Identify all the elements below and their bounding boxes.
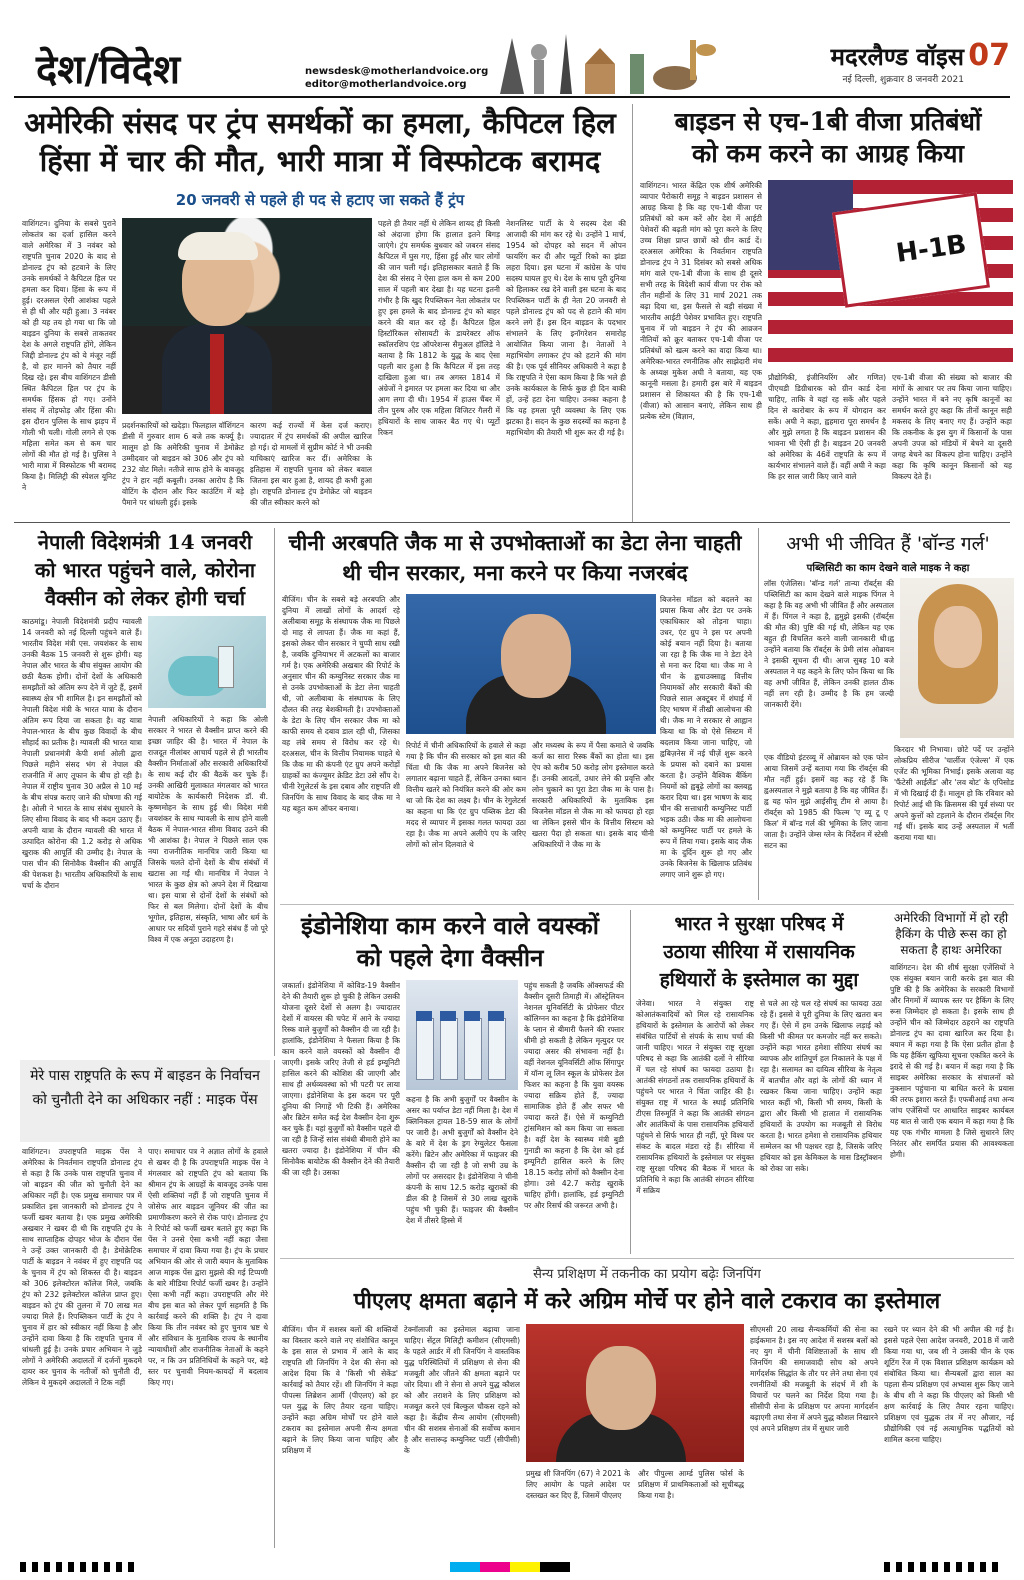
divider xyxy=(630,910,631,1254)
divider xyxy=(632,104,633,522)
vaccine-vials-photo xyxy=(406,980,518,1090)
story6-col2: कहना है कि अभी बुजुर्गों पर वैक्सीन के असर का पर्याप्त डेटा नहीं मिला है। देश में क्लिनिकल ट्रायल 18-59 साल के लोगों पर जारी है। अभी बुजुर्गों को वैक्सीन देने के बारे में देश के ड्रग रेग्युलेटर फैसला करेंगे। ब्रिटेन और अमेरिका में फाइजर की वैक्सीन दी जा रही है जो सभी उम्र के लोगों पर असरदार है। इंडोनेशिया ने चीनी कंपनी के साथ 12.5 करोड़ खुराकों की डील की है जिसमें से 30 लाख खुराकें पहुंच भी चुकी हैं। फाइजर की वैक्सीन देश में तीसरे हिस्से में xyxy=(406,1095,518,1225)
story1-col1: वाशिंगटन। दुनिया के सबसे पुराने लोकतंत्र का दर्जा हासिल करने वाले अमेरिका में 3 नवंबर को राष्ट्रपति चुनाव 2020 के बाद से डोनाल्ड ट्रंप को हटवाने के लिए उनके समर्थकों ने कैपिटल हिल पर हमला कर दिया। हिंसा के रूप में हुई। दरअसल ऐसी आशंका पहले से ही थी और यही हुआ। 3 नवंबर को ही यह तय हो गया था कि जो बाइडन दुनिया के सबसे ताकतवर देश के अगले राष्ट्रपति होंगे, लेकिन जिद्दी डोनाल्ड ट्रंप को ये मंजूर नहीं है, वो हार मानने को तैयार नहीं दिख रहे। इस बीच वाशिंगटन डीसी स्थित कैपिटल हिल पर ट्रंप के समर्थक हिंसक हो गए। उनोंने संसद में तोड़फोड़ और हिंसा की। इस दौरान पुलिस के साथ झड़प में गोली भी चली। गोली लगने से एक महिला समेत कम से कम चार लोगों की मौत हो गई है। पुलिस ने भारी मात्रा में विस्फोटक भी बरामद किया है। मिलिट्री की स्पेशल यूनिट ने xyxy=(22,219,116,492)
story6-headline xyxy=(280,910,620,974)
story10-col1: बीजिंग। चीन में सशस्त्र बलों की शक्तियों का विस्तार करने वाले नए संशोधित कानून के इस साल से प्रभाव में आने के बाद राष्ट्रपति शी जिनपिंग ने देश की सेना को आदेश दिया कि वे 'किसी भी सेकेंड' कार्रवाई को तैयार रहें। शी जिनपिंग ने कहा पीपल्स लिब्रेशन आर्मी (पीएलए) को हर पल युद्ध के लिए तैयार रहना चाहिए। उन्होंने कहा अग्रिम मोर्चों पर होने वाले टकराव का इस्तेमाल अपनी सैन्य क्षमता बढ़ाने के लिए किया जाना चाहिए और प्रशिक्षण में xyxy=(282,1325,398,1455)
vaccine-photo xyxy=(148,616,266,708)
story1-headline xyxy=(20,104,620,180)
dateline: नई दिल्ली, शुक्रवार 8 जनवरी 2021 xyxy=(842,75,964,85)
story10-col2: टेक्नॉलाजी का इस्तेमाल बढ़ाया जाना चाहिए। सेंट्रल मिलिट्री कमीशन (सीएमसी) के पहले आर्डर में शी जिनपिंग ने वास्तविक युद्ध परिस्थितियों में प्रशिक्षण से सेना की मजबूती और जीतने की क्षमता बढ़ाने पर जोर दिया। शी ने सेना से अपने युद्ध कौशल को और तराशने के लिए प्रशिक्षण को मजबूत करने एवं बिल्कुल चौकस रहने को कहा है। केंद्रीय सैन्य आयोग (सीएमसी) चीन की सशस्त्र सेनाओं की सर्वोच्च कमान है और सत्तारूढ़ कम्युनिस्ट पार्टी (सीपीसी) के xyxy=(404,1325,520,1455)
story5-col2: एक वीडियो इंटरव्यू में ओब्रायन को एक फोन आया जिसमें उन्हें बताया गया कि रॉबर्ट्स की मौत नहीं हुई। इसमें वह कह रहे हैं कि ह्वअस्पताल ने मुझे बताया है कि वह जीवित हैं।ह्व यह फोन मुझे आईसीयू टीम से आया है। रॉबर्ट्स को 1985 की फिल्म 'ए व्यू टू ए किल' में बॉन्ड गर्ल की भूमिका के लिए जाना जाता है। उन्होंने जेम्स ग्लेन के निर्देशन में स्टेसी सटन का xyxy=(764,753,888,850)
story4-headline-line2: थी चीन सरकार, मना करने पर किया नजरबंद xyxy=(342,560,688,585)
story3-col1: काठमांडू। नेपाली विदेशमंत्री प्रदीप ग्यावली 14 जनवरी को नई दिल्ली पहुंचने वाले हैं। भारतीय विदेश मंत्री एस. जयशंकर के साथ उनकी बैठक 15 जनवरी से शुरू होगी। यह नेपाल और भारत के बीच संयुक्त आयोग की छठी बैठक होगी। दोनों देशों के अधिकारी समझौतों को अंतिम रूप देने में जुटे हैं, इसमें स्वास्थ्य क्षेत्र भी शामिल है। इन समझौतों को नेपाली विदेश मंत्री के भारत यात्रा के दौरान अंतिम रूप दिया जा सकता है। वह यात्रा नेपाल-भारत के बीच कुछ विवादों के बीच सौहार्द का प्रतीक है। ग्यावली की भारत यात्रा नेपाली प्रधानमंत्री केपी शर्मा ओली द्वारा पिछले महीने संसद भंग से नेपाल की राजनीति में आए तूफान के बीच हो रही है। नेपाल में राष्ट्रीय चुनाव 30 अप्रैल से 10 मई के बीच संपन्न कराए जाने की घोषणा की गई है। ओली ने भारत के साथ संबंध सुधारने के लिए सीमा विवाद के बाद भी कदम उठाए हैं। अपनी यात्रा के दौरान ग्यावली की भारत में उत्पादित कोरोना की 1.2 करोड़ से अधिक खुराक की आपूर्ति की उम्मीद है। नेपाल के पास चीन की सिनोवैक वैक्सीन की आपूर्ति की पेशकश है। भारतीय अधिकारियों के साथ चर्चा के दौरान xyxy=(22,617,142,890)
divider xyxy=(758,528,759,900)
story5-subhead: पब्लिसिटी का काम देखने वाले माइक ने कहा xyxy=(806,563,970,574)
story5-col3: किरदार भी निभाया। छोटे पर्दे पर उन्होंने लोकप्रिय सीरीज 'चार्लीज एंजेल्स' में एक एजेंट की भूमिका निभाई। इसके अलावा वह 'फैंटेसी आईलैंड' और 'लव बोट' के एपिसोड में भी दिखाई दी हैं। मालूम हो कि रविवार को रिपोर्ट आई थी कि क्रिसमस की पूर्व संध्या पर अपने कुत्तों को टहलाने के दौरान रॉबर्ट्स गिर गईं थीं। इसके बाद उन्हें अस्पताल में भर्ती कराया गया था। xyxy=(894,745,1014,842)
story5-headline: अभी भी जीवित हैं 'बॉन्ड गर्ल' xyxy=(786,533,990,555)
story3-headline-line3: वैक्सीन को लेकर होगी चर्चा xyxy=(44,586,245,610)
story2-headline xyxy=(638,106,1018,170)
h1b-visa-photo xyxy=(768,180,1013,366)
story9-col1: वाशिंगटन। उपराष्ट्रपति माइक पेंस ने अमेरिका के निवर्तमान राष्ट्रपति डोनाल्ड ट्रंप से कहा है कि उनके पास राष्ट्रपति चुनाव में जो बाइडन की जीत को चुनौती देने का अधिकार नहीं है। एक प्रमुख समाचार पत्र में प्रकाशित इस जानकारी को डोनाल्ड ट्रंप ने फर्जी खबर बताया है। एक प्रमुख अमेरिकी अखबार ने खबर दी थी कि राष्ट्रपति ट्रंप के साथ साप्ताहिक दोपहर भोज के दौरान पेंस ने उन्हें उक्त जानकारी दी है। डेमोक्रेटिक पार्टी के बाइडन ने नवंबर में हुए राष्ट्रपति पद के चुनाव में ट्रंप को शिकस्त दी है। बाइडन को 306 इलेक्टोरल कॉलेज मिले, जबकि ट्रंप को 232 इलेक्टोरल कॉलेज प्राप्त हुए। बाइडन को ट्रंप की तुलना में 70 लाख मत ज्यादा मिले हैं। रिपब्लिकन पार्टी के ट्रंप ने चुनाव में हार को स्वीकार नहीं किया है और उन्होंने दावा किया है कि राष्ट्रपति चुनाव में धांधली हुई है। उनके प्रचार अभियान ने जुड़े लोगों ने अमेरिकी अदालतों में दर्जनों मुकदमे दायर कर चुनाव के नतीजों को चुनौती दी, लेकिन ये मुकदमे अदालतों ने टिक नहीं xyxy=(22,1147,142,1387)
registration-bar xyxy=(884,1562,1004,1572)
rule xyxy=(14,522,1010,523)
story1-headline-line1: अमेरिकी संसद पर ट्रंप समर्थकों का हमला, कैपिटल हिल xyxy=(24,106,616,140)
story1-col5: नेशनलिस्ट पार्टी के ये सदस्य देश की आजादी की मांग कर रहे थे। उन्होंने 1 मार्च, 1954 को दोपहर को सदन में ओपन फायरिंग कर दी और प्यूर्टो रिको का झंडा लहरा दिया। इस घटना में कांग्रेस के पांच सदस्य घायल हुए थे। देश के साथ पूरी दुनिया को हिलाकर रख देने वाली इस घटना के बाद रिपब्लिकन पार्टी के ही नेता 20 जनवरी से पहले डोनाल्ड ट्रंप को पद से हटाने की मांग करने लगे हैं। इस दिन बाइडन के पदभार संभालने के लिए इनॉगरेशन समारोह आयोजित किया जाना है। नेताओं ने महाभियोग लगाकर ट्रंप को हटाने की मांग की है। एक पूर्व सीनियर अधिकारी ने कहा है कि राष्ट्रपति ने ऐसा काम किया है कि भले ही उनके कार्यकाल के सिर्फ कुछ ही दिन बाकी हों, उन्हें हटा देना चाहिए। उनका कहना है कि यह हमला पूरी व्यवस्था के लिए एक झटका है। सदन के कुछ सदस्यों का कहना है महाभियोग की तैयारी भी शुरू कर दी गई है। xyxy=(506,219,626,437)
story7-headline-line2: उठाया सीरिया में रासायनिक xyxy=(663,941,855,963)
story9-headline: मेरे पास राष्ट्रपति के रूप में बाइडन के निर्वाचन को चुनौती देने का अधिकार नहीं : माइक पेंस xyxy=(30,1068,260,1108)
story7-headline-line3: हथियारों के इस्तेमाल का मुद्दा xyxy=(659,969,859,991)
section-title: देश/विदेश xyxy=(36,46,181,93)
divider xyxy=(274,1060,275,1548)
story4-col2: रिपोर्ट में चीनी अधिकारियों के हवाले से कहा गया है कि चीन की सरकार को इस बात की चिंता थी कि जैक मा अपने बिजनेस को लगातार बढ़ाना चाहते हैं, लेकिन उनका ध्यान वित्तीय खतरे को नियंत्रित करने की ओर कम था जो कि देश का लक्ष्य है। चीन के रेगुलेटर्स का कहना था कि एंट ग्रुप पब्लिक डेटा की मदद से व्यापार में इसका गलत फायदा उठा रहा है। जैक मा अपने अलीपे एप के जरिए लोगों को लोन दिलवाते थे xyxy=(406,741,526,849)
story3-headline xyxy=(20,528,270,612)
story1-col4: पहले ही तैयार नहीं थे लेकिन शायद ही किसी को अंदाजा होगा कि हालात इतने बिगड़ जाएंगे। ट्रंप समर्थक बुधवार को जबरन संसद कैपिटल में घुस गए, हिंसा हुई और चार लोगों की जान चली गई। इतिहासकार बताते हैं कि देश की संसद ने ऐसा हाल कम से कम 200 साल में पहली बार देखा है। यह घटना इतनी गंभीर है कि खुद रिपब्लिकन नेता लोकतंत्र पर हुए इस हमले के बाद डोनाल्ड ट्रंप को बाहर करने की बात कर रहे हैं। कैपिटल हिल हिस्टॉरिकल सोसायटी के डायरेक्टर ऑफ स्कॉलरशिप एंड ऑपरेशन्स सैमुअल हॉलिडे ने बताया है कि 1812 के युद्ध के बाद ऐसा पहली बार हुआ है कि कैपिटल में इस तरह दाखिला हुआ था। तब अगस्त 1814 में अंग्रेजों ने इमारत पर हमला कर दिया था और आग लगा दी थी। 1954 में हाउस चैंबर में तीन पुरुष और एक महिला विजिटर गैलरी में हथियारों के साथ जाकर बैठ गए थे। प्यूर्टो रिकन xyxy=(378,219,500,437)
story3-col2: नेपाली अधिकारियों ने कहा कि ओली सरकार ने भारत से वैक्सीन प्राप्त करने की इच्छा जाहिर की है। भारत में नेपाल के राजदूत नीलांबर आचार्य पहले से ही भारतीय वैक्सीन निर्माताओं और सरकारी अधिकारियों के साथ कई दौर की बैठकें कर चुके हैं। उनकी आखिरी मुलाकात मंगलवार को भारत बायोटेक के कार्यकारी निदेशक डॉ. वी. कृष्णमोहन के साथ हुई थी। विदेश मंत्री जयशंकर के साथ ग्यावली के साथ होने वाली बैठक में नेपाल-भारत सीमा विवाद उठने की भी आशंका है। नेपाल ने पिछले साल एक नया राजनीतिक मानचित्र जारी किया था जिसके चलते दोनों देशों के बीच संबंधों में खटास आ गई थी। मानचित्र में नेपाल ने भारत के कुछ क्षेत्र को अपने देश में दिखाया था। इस यात्रा से दोनों देशों के संबंधों को फिर से बल मिलेगा। दोनों देशों के बीच भूगोल, इतिहास, संस्कृति, भाषा और धर्म के आधार पर सदियों पुराने गहरे संबंध हैं जो पूरे विश्व में एक अनूठा उदाहरण है। xyxy=(148,715,268,944)
story3-headline-line2: को भारत पहुंचने वाले, कोरोना xyxy=(35,558,255,582)
story8-headline xyxy=(888,910,1014,958)
page-number: 07 xyxy=(968,38,1010,73)
editor-email[interactable]: editor@motherlandvoice.org xyxy=(305,79,467,90)
color-bar xyxy=(450,1562,570,1572)
trump-photo xyxy=(122,218,372,414)
story7-col1: जेनेवा। भारत ने संयुक्त राष्ट्र कोआतंकवादियों को मिल रहे रासायनिक हथियारों के इस्तेमाल के आरोपों को लेकर संबंधित पार्टियों से संपर्क के साथ चर्चा की जानी चाहिए। भारत ने संयुक्त राष्ट्र सुरक्षा परिषद से कहा कि आतंकी दलों ने सीरिया में चल रहे संघर्ष का फायदा उठाया है। आतंकी संगठनों तक रासायनिक हथियारों के पहुंचने पर भारत ने चिंता जाहिर की है। संयुक्त राष्ट्र में भारत के स्थाई प्रतिनिधि टीएस तिरुमूर्ति ने कहा कि आतंकी संगठन और आतंकियों के पास रासायनिक हथियारों पहुंचने से सिर्फ भारत ही नहीं, पूरे विश्व पर संकट के बादल मंडरा रहे हैं। सीरिया में रासायनिक हथियारों के इस्तेमाल पर संयुक्त राष्ट्र सुरक्षा परिषद की बैठक में भारत के प्रतिनिधि ने कहा कि आतंकी संगठन सीरिया में सक्रिय xyxy=(636,999,754,1195)
story2-col1: वाशिंगटन। भारत केंद्रित एक शीर्ष अमेरिकी व्यापार पैरोकारी समूह ने बाइडन प्रशासन से आग्रह किया है कि वह एच-1बी वीजा पर प्रतिबंधों को कम करें और देश में आईटी पेशेवरों की बढ़ती मांग को पूरा करने के लिए उच्च शिक्षा प्राप्त छात्रों को ग्रीन कार्ड दें। दरअसल अमेरिका के निवर्तमान राष्ट्रपति डोनाल्ड ट्रंप ने 31 दिसंबर को सबसे अधिक मांग वाले एच-1बी वीजा के साथ ही दूसरे सभी तरह के विदेशी कार्य वीजा पर रोक को तीन महीनों के लिए 31 मार्च 2021 तक बढ़ा दिया था, इस फैसले से बड़ी संख्या में भारतीय आईटी पेशेवर प्रभावित हुए। राष्ट्रपति चुनाव में जो बाइडन ने ट्रंप की आव्रजन नीतियों को क्रूर बताकर एच-1बी वीजा पर प्रतिबंधों को खत्म करने का वादा किया था। अमेरिका-भारत रणनीतिक और साझेदारी मंच के अध्यक्ष मुकेश अघी ने बताया, यह एक कानूनी मसला है। हमारी इस बारे में बाइडन प्रशासन से शिकायत की है कि एच-1बी (वीजा) को आसान बनाएं, लेकिन साथ ही प्रत्येक स्टेम (विज्ञान, xyxy=(640,181,762,421)
story1-subhead: 20 जनवरी से पहले ही पद से हटाए जा सकते हैं ट्रंप xyxy=(175,191,465,209)
story6-headline-line2: को पहले देगा वैक्सीन xyxy=(356,943,544,972)
newsdesk-email[interactable]: newsdesk@motherlandvoice.org xyxy=(305,66,489,77)
story1-col2: प्रदर्शनकारियों को खदेड़ा। फिलहाल वॉशिंगटन डीसी में गुरुवार शाम 6 बजे तक कर्फ्यू है। मालूम हो कि अमेरिकी चुनाव में डेमोक्रेट उम्मीदवार जो बाइडन को 306 और ट्रंप को 232 वोट मिले। नतीजे साफ होने के बावजूद ट्रंप ने हार नहीं कबूली। उनका आरोप है कि वोटिंग के दौरान और फिर काउंटिंग में बड़े पैमाने पर धांधली हुई। इसके xyxy=(122,421,244,507)
story4-col1: बीजिंग। चीन के सबसे बड़े अरबपति और दुनिया में लाखों लोगों के आदर्श रहे अलीबाबा समूह के संस्थापक जैक मा पिछले दो माह से लापता हैं। जैक मा कहां हैं, इसको लेकर चीन सरकार ने चुप्पी साध रखी है, जबकि दुनियाभर में अटकलों का बाजार गर्म है। एक अमेरिकी अखबार की रिपोर्ट के अनुसार चीन की कम्युनिस्ट सरकार जैक मा से उनके उपभोक्ताओं के डेटा लेना चाहती थी, जो अलीबाबा के संस्थापक के लिए दौलत की तरह बेशकीमती है। उपभोक्ताओं के डेटा के लिए चीन सरकार जैक मा को काफी समय से दबाव डाल रही थी, जिसका वह लंबे समय से विरोध कर रहे थे। दरअसल, चीन के वित्तीय नियामक चाहते थे कि जैक मा की कंपनी एंट ग्रुप अपने करोड़ों ग्राहकों का कंज्यूमर क्रेडिट डेटा उसे सौंप दे। चीनी रेगुलेटर्स के इस दबाव और राष्ट्रपति शी जिनपिंग के साथ विवाद के बाद जैक मा ने यह बहुत कम ऑफर बनाया। xyxy=(282,595,400,813)
story4-headline-line1: चीनी अरबपति जैक मा से उपभोक्ताओं का डेटा लेना चाहती xyxy=(288,530,742,555)
story6-col1: जकार्ता। इंडोनेशिया में कोविड-19 वैक्सीन देने की तैयारी शुरू हो चुकी है लेकिन उसकी योजना दूसरे देशों से अलग है। ज्यादातर देशों में वायरस की चपेट में आने के ज्यादा रिस्क वाले बुजुर्गों को वैक्सीन दी जा रही है। हालांकि, इंडोनेशिया ने फैसला किया है कि काम करने वाले वयस्कों को वैक्सीन दी जाएगी। इसके जरिए तेजी से हर्ड इम्यूनिटी हासिल करने की कोशिश की जाएगी और साथ ही अर्थव्यवस्था को भी पटरी पर लाया जाएगा। इंडोनेशिया के इस कदम पर पूरी दुनिया की निगाहें भी टिकी हैं। अमेरिका और ब्रिटेन समेत कई देश वैक्सीन देना शुरू कर चुके हैं। यहां बुजुर्गों को वैक्सीन पहले दी जा रही है जिन्हें सांस संबंधी बीमारी होने का खतरा ज्यादा है। इंडोनेशिया में चीन की सिनोवैक बायोटेक की वैक्सीन देने की तैयारी की जा रही है। उसका xyxy=(282,981,400,1177)
story5-col1: लॉस एंजेलिस। 'बॉन्ड गर्ल' तान्या रॉबर्ट्स की पब्लिसिटी का काम देखने वाले माइक पिंगल ने कहा है कि वह अभी भी जीवित हैं और अस्पताल में हैं। पिंगल ने कहा है, ह्वमुझे इसकी (रॉबर्ट्स की मौत की) पुष्टि की गई थी, लेकिन यह एक बहुत ही विचलित करने वाली जानकारी थी।ह्व उन्होंने बताया कि रॉबर्ट्स के प्रेमी लांस ओब्रायन ने इसकी सूचना दी थी। आज सुबह 10 बजे अस्पताल ने यह कहने के लिए फोन किया था कि वह अभी जीवित हैं, लेकिन उनकी हालत ठीक नहीं लग रही है। उम्मीद है कि हम जल्दी जानकारी देंगे। xyxy=(764,579,894,709)
story6-headline-line1: इंडोनेशिया काम करने वाले वयस्कों xyxy=(301,911,599,940)
story10-col3: प्रमुख शी जिनपिंग (67) ने 2021 के लिए आयोग के पहले आदेश पर दस्तखत कर दिए हैं, जिसमें पीएलए xyxy=(526,1469,630,1500)
story4-col3: और मध्यस्थ के रूप में पैसा कमाते थे जबकि कर्ज का सारा रिस्क बैंकों का होता था। इस ऐप को करीब 50 करोड़ लोग इस्तेमाल करते हैं। उनकी आदतों, उधार लेने की प्रवृत्ति और लोन चुकाने का पूरा डेटा जैक मा के पास है। सरकारी अधिकारियों के मुताबिक इस बिजनेस मॉडल से जैक मा को फायदा हो रहा था लेकिन इससे चीन के वित्तीय सिस्टम को खतरा पैदा हो सकता था। इसके बाद चीनी अधिकारियों ने जैक मा के xyxy=(532,741,654,849)
story2-col2: प्रौद्योगिकी, इंजीनियरिंग और गणित) पीएचडी डिग्रीधारक को ग्रीन कार्ड देना चाहिए, ताकि वे यहां रह सकें और पहले दिन से कारोबार के रूप में योगदान कर सकें। अघी ने कहा, ह्वहमारा पूरा समर्थन है और मुझे लगता है कि बाइडन प्रशासन की भावना भी ऐसी ही है। बाइडन 20 जनवरी को अमेरिका के 46वें राष्ट्रपति के रूप में कार्यभार संभालने वाले हैं। वहीं अघी ने कहा कि हर साल जारी किए जाने वाले xyxy=(768,373,886,481)
story10-kicker: सैन्य प्रशिक्षण में तकनीक का प्रयोग बढ़ेः जिनपिंग xyxy=(533,1267,761,1282)
story4-col4: बिजनेस मॉडल को बदलने का प्रयास किया और डेटा पर उनके एकाधिकार को तोड़ना चाहा। उधर, एंट ग्रुप ने इस पर अपनी कोई बयान नहीं दिया है। बताया जा रहा है कि जैक मा ने डेटा देने से मना कर दिया था। जैक मा ने चीन के ह्वचाउक्साह्व वित्तीय नियामकों और सरकारी बैंकों की पिछले साल अक्टूबर में शंघाई में दिए भाषण में तीखी आलोचना की थी। जैक मा ने सरकार से आह्वान किया था कि वो ऐसे सिस्टम में बदलाव किया जाना चाहिए, जो ह्वबिज़नेस में नई चीज़ें शुरू करने के प्रयास को दबाने का प्रयास करता है। उन्होंने वैश्विक बैंकिंग नियमों को ह्वबूढ़े लोगों का क्लबह्व करार दिया था। इस भाषण के बाद चीन की सत्ताधारी कम्युनिस्ट पार्टी भड़क उठी। जैक मा की आलोचना को कम्युनिस्ट पार्टी पर हमले के रूप में लिया गया। इसके बाद जैक मा के दुर्दिन शुरू हो गए और उनके बिजनेस के खिलाफ प्रतिबंध लगाए जाने शुरू हो गए। xyxy=(660,595,752,879)
story9-col2: पाए। समाचार पत्र ने अज्ञात लोगों के हवाले से खबर दी है कि उपराष्ट्रपति माइक पेंस ने मंगलवार को राष्ट्रपति ट्रंप को बताया कि श्रीमान ट्रंप के आग्रहों के बावजूद उनके पास ऐसी शक्तियां नहीं हैं जो राष्ट्रपति चुनाव में जोसेफ आर बाइडन जूनियर की जीत का प्रमाणीकरण करने से रोक पाएं। डोनाल्ड ट्रंप ने रिपोर्ट को फर्जी खबर बताते हुए कहा कि पेंस ने उनसे ऐसा कभी नहीं कहा जैसा समाचार में दावा किया गया है। ट्रंप के प्रचार अभियान की ओर से जारी बयान के मुताबिक आज माइक पेंस द्वारा मुझसे की गई टिप्पणी के बारे मीडिया रिपोर्ट फर्जी खबर है। उन्होंने ऐसा कभी नहीं कहा। उपराष्ट्रपति और मेरे बीच इस बात को लेकर पूर्ण सहमति है कि कार्रवाई करने की शक्ति है। ट्रंप ने दावा किया कि तीन नवंबर को हुए चुनाव भ्रष्ट थे और संविधान के मुताबिक राज्य के स्थानीय न्यायाधीशों और राजनीतिक नेताओं के कहने पर, न कि उन प्रतिनिधियों के कहने पर, बड़े स्तर पर चुनावी नियम-कायदों में बदलाव किए गए। xyxy=(148,1147,268,1387)
h1b-card-label: H-1B xyxy=(894,229,969,269)
story1-col3: कारण कई राज्यों में केस दर्ज कराए। ज्यादातर में ट्रंप समर्थकों की अपील खारिज हो गई। दो मामलों में सुप्रीम कोर्ट ने भी उनकी याचिकाएं खारिज कर दीं। अमेरिका के इतिहास में राष्ट्रपति चुनाव को लेकर बवाल जितना इस बार हुआ है, शायद ही कभी हुआ हो। राष्ट्रपति डोनाल्ड ट्रंप डेमोक्रेट जो बाइडन की जीत स्वीकार करने को xyxy=(250,421,372,507)
story1-headline-line2: हिंसा में चार की मौत, भारी मात्रा में विस्फोटक बरामद xyxy=(39,144,601,178)
contact-emails xyxy=(305,65,488,91)
story7-headline-line1: भारत ने सुरक्षा परिषद में xyxy=(674,913,844,935)
xi-jinping-photo xyxy=(526,1324,744,1462)
story7-headline xyxy=(634,910,884,994)
story2-headline-line1: बाइडन से एच-1बी वीजा प्रतिबंधों xyxy=(674,107,982,136)
rule xyxy=(280,904,1014,905)
story10-col5: सीएमसी 20 लाख सैन्यकर्मियों की सेना का हाईकमान है। इस नए आदेश में सशस्त्र बलों को नए युग में चीनी विशिष्टताओं के साथ शी जिनपिंग की समाजवादी सोच को अपने मार्गदर्शक सिद्धांत के तौर पर लेने तथा सेना एवं रणनीतियों की मजबूती के संदर्भ में शी के विचारों पर चलने का निर्देश दिया गया है। सीसीपी सेना के प्रशिक्षण पर अपना मार्गदर्शन बढ़ाएगी तथा सेना में अपने युद्ध कौशल निखारने एवं अपने प्रशिक्षण तंत्र में सुधार जारी xyxy=(750,1325,878,1433)
registration-bar xyxy=(20,1562,140,1572)
story4-headline xyxy=(280,528,750,588)
tanya-roberts-photo xyxy=(900,578,1014,738)
story10-col6: रखने पर ध्यान देने की भी अपील की गई है। इससे पहले ऐसा आदेश जनवरी, 2018 में जारी किया गया था, जब शी ने उसकी चीन के एक शूटिंग रेंज में एक विशाल प्रशिक्षण कार्यक्रम को संबोधित किया था। सैन्यबलों द्वारा साल का पहला सैन्य प्रशिक्षण एवं अभ्यास शुरू किए जाने के बीच शी ने कहा कि पीएलए को किसी भी क्षण कार्रवाई के लिए तैयार रहना चाहिए। प्रशिक्षण एवं युद्धक तंत्र में नए औजार, नई प्रौद्योगिकी एवं नई अत्याधुनिक पद्धतियों को शामिल करना चाहिए। xyxy=(884,1325,1014,1444)
masthead-rule xyxy=(14,96,1010,98)
story8-headline-line1: अमेरिकी विभागों में हो रही xyxy=(893,911,1009,925)
story8-headline-line3: सकता है हाथः अमेरिका xyxy=(900,943,1002,957)
story7-col2: से चले आ रहे चल रहे संघर्ष का फायदा उठा रहे हैं। इससे वे पूरी दुनिया के लिए खतरा बन गए हैं। ऐसे में हम उनके खिलाफ लड़ाई को किसी भी कीमत पर कमजोर नहीं कर सकते। उन्होंने कहा भारत हमेशा सीरिया संघर्ष का व्यापक और शांतिपूर्ण हल निकालने के पक्ष में रहा है। सलामत का दायित्व सीरिया के नेतृत्व में बातचीत और वहां के लोगों की ध्यान में रखकर किया जाना चाहिए। उन्होंने कहा भारत कहीं भी, किसी भी समय, किसी के द्वारा और किसी भी हालात में रासायनिक हथियारों के उपयोग का मजबूती से विरोध करता है। भारत हमेशा से रासायनिक हथियार सम्मेलन का भी पक्षधर रहा है, जिसके जरिए हथियार को इस केमिकल के मास डिस्ट्रॉक्शन को रोका जा सके। xyxy=(760,999,882,1173)
story2-headline-line2: को कम करने का आग्रह किया xyxy=(692,139,964,168)
rule xyxy=(280,1258,1014,1259)
story8-col1: वाशिंगटन। देश की शीर्ष सुरक्षा एजेंसियों ने एक संयुक्त बयान जारी करके इस बात की पुष्टि की है कि अमेरिका के सरकारी विभागों और निगमों में व्यापक स्तर पर हैकिंग के लिए रूस जिम्मेदार हो सकता है। इसके साथ ही उन्होंने चीन को जिम्मेदार ठहराने का राष्ट्रपति डोनाल्ड ट्रंप का दावा खारिज कर दिया है। बयान में कहा गया है कि ऐसा प्रतीत होता है कि यह हैकिंग खुफिया सूचना एकत्रित करने के इरादे से की गई है। बयान में कहा गया है कि साइबर अमेरिका सरकार के संचालनों को नुकसान पहुंचाना या बाधित करने के प्रयास की तरफ इशारा करते हैं। एफबीआई तथा अन्य जांच एजेंसियों पर आधारित साइबर कार्यबल यह बात से जारी एक बयान में कहा गया है कि यह एक गंभीर मामला है जिसे सुधारने लिए निरंतर और समर्पित प्रयास की आवश्यकता होगी। xyxy=(890,963,1014,1159)
story2-col3: एच-1बी वीजा की संख्या को बाजार की मांगों के आधार पर तय किया जाना चाहिए। उन्होंने भारत में बने नए कृषि कानूनों का समर्थन करते हुए कहा कि तीनों कानून सही मकसद के लिए बनाए गए हैं। उन्होंने कहा कि तकनीक के इस युग में किसानों के पास अपनी उपज को मंडियों में बेचने या दूसरी जगह बेचने का विकल्प होना चाहिए। उन्होंने कहा कि कृषि कानून किसानों को यह विकल्प देते हैं। xyxy=(892,373,1012,481)
story10-col4: और पीपुल्स आर्म्ड पुलिस फोर्स के प्रशिक्षण में प्राथमिकताओं को सूचीबद्ध किया गया है। xyxy=(638,1469,744,1500)
brand-name: मदरलैण्ड वॉइस xyxy=(830,42,964,71)
divider xyxy=(274,528,275,1056)
story6-col3: पहुंच सकती है जबकि ऑक्सफर्ड की वैक्सीन दूसरी तिमाही में। ऑस्ट्रेलियन नेशनल यूनिवर्सिटी के प्रोफेसर पीटर कॉलिग्नन का कहना है कि इंडोनेशिया के प्लान से बीमारी फैलने की रफ्तार धीमी हो सकती है लेकिन मृत्युदर पर ज्यादा असर की संभावना नहीं है। वहीं नेशनल यूनिवर्सिटी ऑफ सिंगापुर में यॉन्ग लू लिन स्कूल के प्रोफेसर डेल फिशर का कहना है कि युवा वयस्क ज्यादा सक्रिय होते हैं, ज्यादा सामाजिक होते हैं और सफर भी ज्यादा करते हैं। ऐसे में कम्युनिटी ट्रांसमिशन को कम किया जा सकता है। वहीं देश के स्वास्थ्य मंत्री बुडी गुनाडी का कहना है कि देश को हर्ड इम्यूनिटी हासिल करने के लिए 18.15 करोड़ लोगों को वैक्सीन देना होगा। उसे 42.7 करोड़ खुराकें चाहिए होंगी। हालांकि, हर्ड इम्युनिटी पर और रिसर्च की जरूरत अभी है। xyxy=(524,981,624,1210)
story8-headline-line2: हैकिंग के पीछे रूस का हो xyxy=(895,927,1007,941)
jack-ma-photo xyxy=(406,594,656,734)
story3-headline-line1: नेपाली विदेशमंत्री 14 जनवरी xyxy=(37,530,253,554)
story10-headline: पीएलए क्षमता बढ़ाने में करे अग्रिम मोर्चे पर होने वाले टकराव का इस्तेमाल xyxy=(353,1288,941,1314)
landmarks-illustration xyxy=(490,30,730,94)
